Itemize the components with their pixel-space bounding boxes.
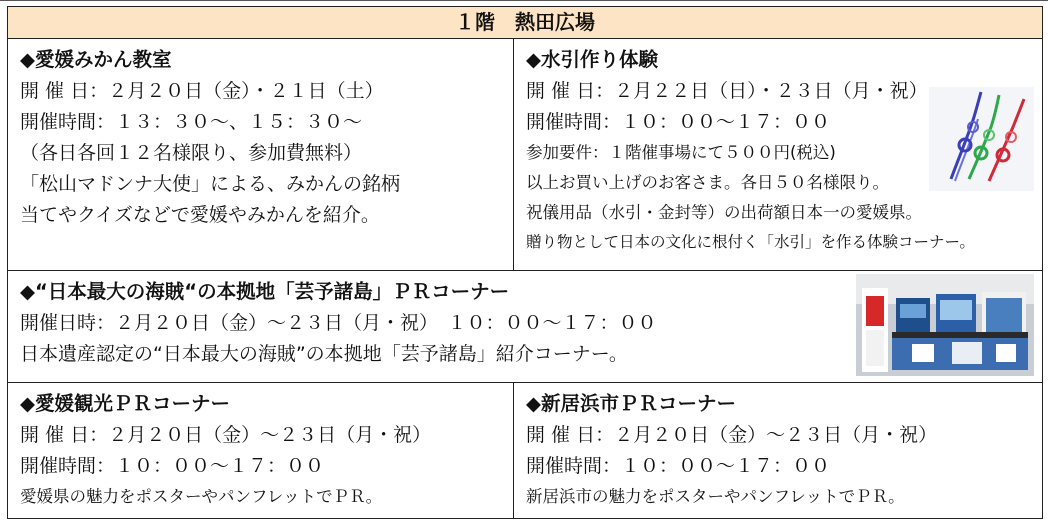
- mizuhiki-requirement: 参加要件：１階催事場にて５００円(税込): [526, 143, 836, 162]
- niihama-title: ◆新居浜市ＰＲコーナー: [526, 392, 736, 415]
- mizuhiki-limit: 以上お買い上げのお客さま。各日５０名様限り。: [526, 173, 889, 192]
- kanko-title: ◆愛媛観光ＰＲコーナー: [20, 392, 230, 415]
- kanko-section: [8, 383, 514, 519]
- kaizoku-booth-photo: [856, 274, 1034, 376]
- mikan-date: 開 催 日：２月２０日（金）・２１日（土）: [20, 80, 384, 102]
- niihama-date: 開 催 日：２月２０日（金）～２３日（月・祝）: [526, 424, 938, 446]
- niihama-desc: 新居浜市の魅力をポスターやパンフレットでＰＲ。: [526, 487, 905, 506]
- mizuhiki-title: ◆水引作り体験: [526, 48, 658, 71]
- mizuhiki-section: [514, 39, 1043, 271]
- kaizoku-title: ◆“日本最大の海賊“の本拠地「芸予諸島」ＰＲコーナー: [20, 280, 510, 303]
- kanko-desc: 愛媛県の魅力をポスターやパンフレットでＰＲ。: [20, 487, 383, 506]
- mizuhiki-date: 開 催 日：２月２２日（日）・２３日（月・祝）: [526, 80, 928, 102]
- floor-header: １階 熱田広場: [8, 7, 1043, 39]
- kanko-time: 開催時間：１０：００～１７：００: [20, 455, 325, 477]
- niihama-section: [514, 383, 1043, 519]
- mikan-note: （各日各回１２名様限り、参加費無料）: [20, 142, 363, 164]
- event-table: [7, 6, 1043, 519]
- mizuhiki-time: 開催時間：１０：００～１７：００: [526, 111, 831, 133]
- mizuhiki-desc-2: 贈り物として日本の文化に根付く「水引」を作る体験コーナー。: [526, 233, 975, 251]
- mizuhiki-photo: [929, 87, 1034, 191]
- kaizoku-desc: 日本遺産認定の“日本最大の海賊”の本拠地「芸予諸島」紹介コーナー。: [20, 343, 628, 365]
- mizuhiki-desc-1: 祝儀用品（水引・金封等）の出荷額日本一の愛媛県。: [526, 203, 922, 222]
- mikan-desc-2: 当てやクイズなどで愛媛やみかんを紹介。: [20, 204, 380, 226]
- mikan-desc-1: 「松山マドンナ大使」による、みかんの銘柄: [20, 173, 401, 195]
- niihama-time: 開催時間：１０：００～１７：００: [526, 455, 831, 477]
- mikan-section: [8, 39, 514, 271]
- mikan-title: ◆愛媛みかん教室: [20, 48, 172, 71]
- kaizoku-section: [8, 271, 1043, 383]
- mikan-time: 開催時間：１３：３０～、１５：３０～: [20, 111, 363, 133]
- kanko-date: 開 催 日：２月２０日（金）～２３日（月・祝）: [20, 424, 432, 446]
- kaizoku-datetime: 開催日時：２月２０日（金）～２３日（月・祝） １０：００～１７：００: [20, 312, 657, 334]
